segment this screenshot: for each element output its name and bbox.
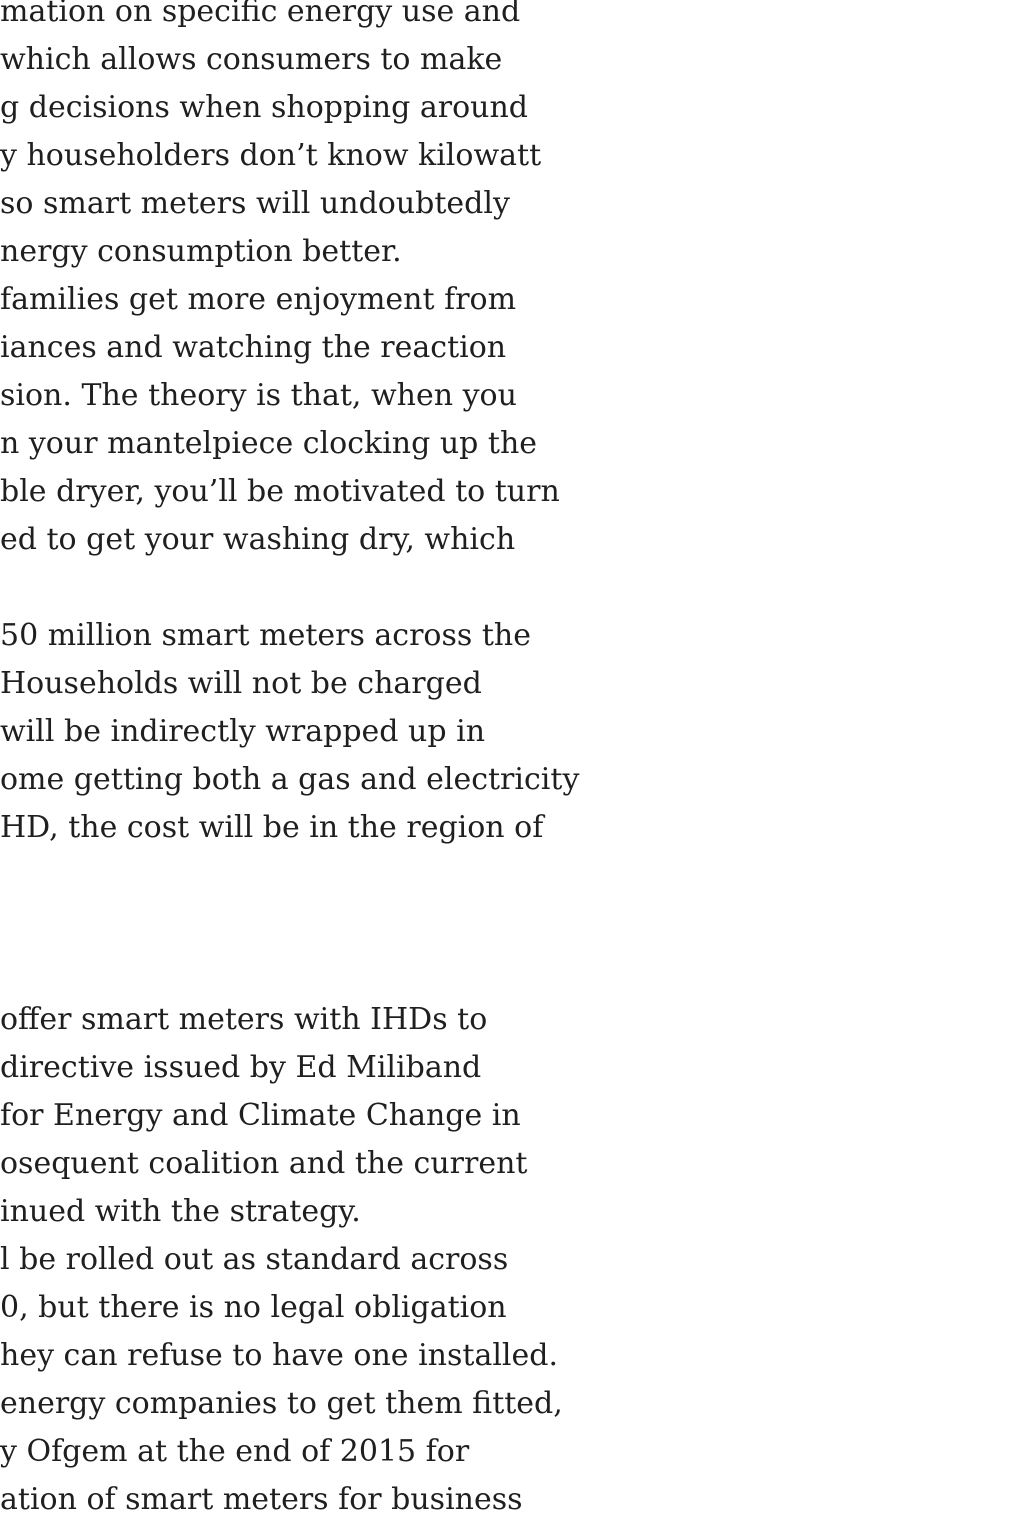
- text-line: families get more enjoyment from: [0, 282, 517, 317]
- paragraph-standard-rollout: [0, 1236, 580, 1524]
- paragraph-directive: [0, 996, 580, 1236]
- text-line: g decisions when shopping around: [0, 90, 528, 125]
- text-line: 0, but there is no legal obligation: [0, 1290, 507, 1325]
- text-line: will be indirectly wrapped up in: [0, 714, 486, 749]
- text-line: inued with the strategy.: [0, 1194, 361, 1229]
- text-line: for Energy and Climate Change in: [0, 1098, 521, 1133]
- text-line: osequent coalition and the current: [0, 1146, 528, 1181]
- text-line: iances and watching the reaction: [0, 330, 507, 365]
- text-line: ation of smart meters for business: [0, 1482, 523, 1517]
- text-line: Households will not be charged: [0, 666, 482, 701]
- paragraph-smart-meter-info: [0, 0, 580, 276]
- text-line: 50 million smart meters across the: [0, 618, 531, 653]
- text-line: offer smart meters with IHDs to: [0, 1002, 488, 1037]
- paragraph-gap: [0, 564, 580, 612]
- text-line: ble dryer, you’ll be motivated to turn: [0, 474, 560, 509]
- text-line: mation on specific energy use and: [0, 0, 521, 29]
- text-line: y Ofgem at the end of 2015 for: [0, 1434, 470, 1469]
- text-line: n your mantelpiece clocking up the: [0, 426, 538, 461]
- text-line: energy companies to get them fitted,: [0, 1386, 563, 1421]
- text-line: so smart meters will undoubtedly: [0, 186, 510, 221]
- text-line: ome getting both a gas and electricity: [0, 762, 580, 797]
- paragraph-rollout-cost: [0, 612, 580, 852]
- text-line: directive issued by Ed Miliband: [0, 1050, 482, 1085]
- section-gap: [0, 852, 580, 996]
- text-line: nergy consumption better.: [0, 234, 402, 269]
- text-line: hey can refuse to have one installed.: [0, 1338, 559, 1373]
- text-line: l be rolled out as standard across: [0, 1242, 509, 1277]
- text-line: y householders don’t know kilowatt: [0, 138, 542, 173]
- text-line: HD, the cost will be in the region of: [0, 810, 544, 845]
- paragraph-families-enjoyment: [0, 276, 580, 564]
- text-line: sion. The theory is that, when you: [0, 378, 517, 413]
- text-line: ed to get your washing dry, which: [0, 522, 516, 557]
- text-line: which allows consumers to make: [0, 42, 503, 77]
